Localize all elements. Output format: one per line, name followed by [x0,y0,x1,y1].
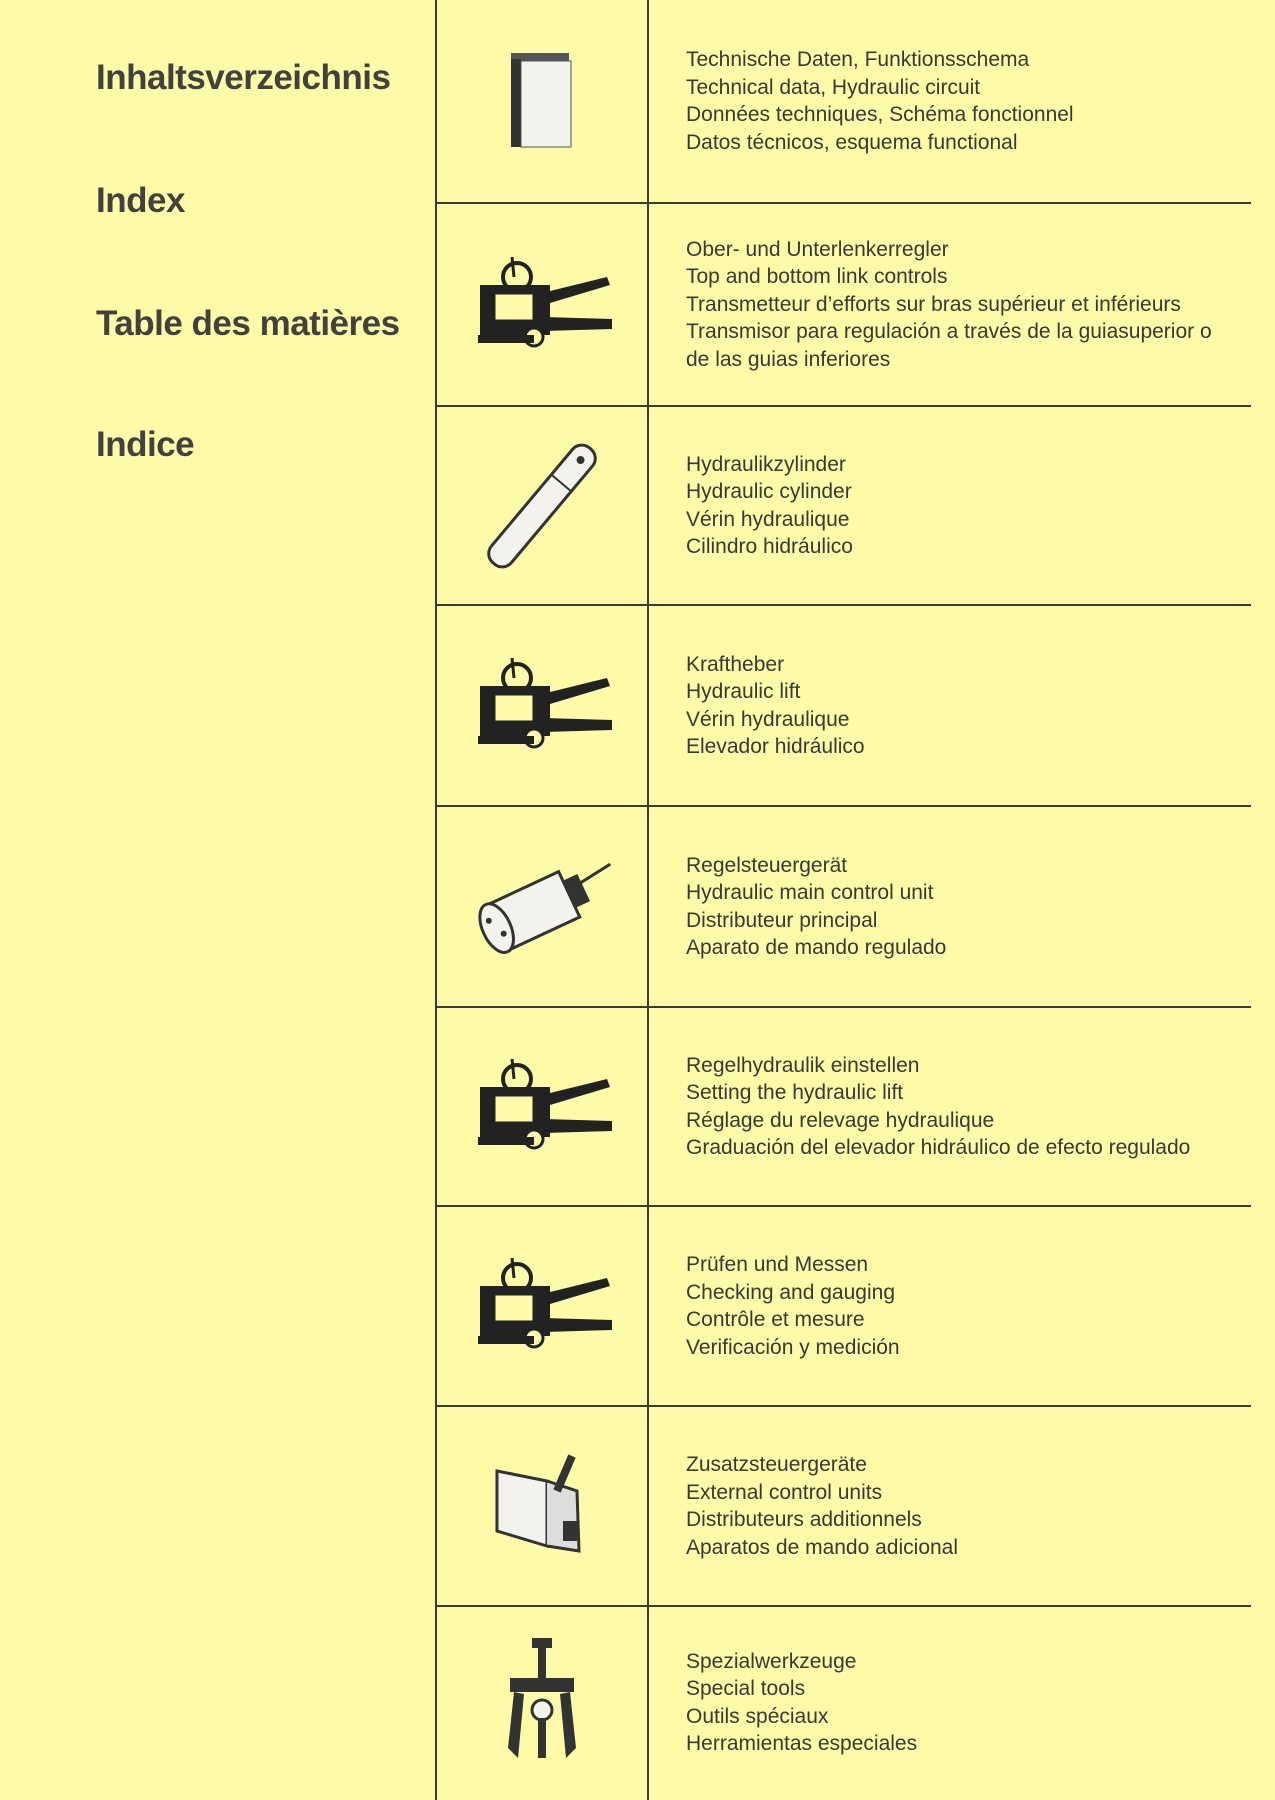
description-line: Graduación del elevador hidráulico de efecto regulado [686,1136,1191,1159]
description-line: Vérin hydraulique [686,507,850,531]
description-line: Datos técnicos, esquema functional [686,130,1018,154]
description-line: Kraftheber [686,652,785,676]
description-line: Hydraulikzylinder [686,452,846,476]
description-line: Distributeur principal [686,908,878,932]
row-description [648,407,1251,604]
description-line: Transmisor para regulación a través de la guiasuperior o [686,320,1212,344]
heading-indice: Indice [96,425,195,464]
contents-row [436,606,1251,807]
contents-row [436,1407,1251,1607]
description-line: Aparatos de mando adicional [686,1535,959,1559]
description-line: Checking and gauging [686,1280,895,1304]
heading-index: Index [96,181,185,220]
description-line: Technische Daten, Funktionsschema [686,48,1030,71]
description-line: External control units [686,1480,883,1504]
book-icon [436,0,648,202]
description-line: Herramientas especiales [686,1732,918,1755]
lift-mechanism-icon [436,1008,648,1205]
hydraulic-cylinder-icon [436,407,648,604]
description-line: Aparato de mando regulado [686,936,947,959]
row-description [648,807,1251,1006]
description-line: Verificación y medición [686,1335,900,1359]
description-line: Hydraulic cylinder [686,480,852,503]
lift-mechanism-icon [436,606,648,805]
description-line: Ober- und Unterlenkerregler [686,237,949,261]
description-line: Vérin hydraulique [686,707,850,731]
description-line: Données techniques, Schéma fonctionnel [686,103,1074,126]
description-line: Technical data, Hydraulic circuit [686,75,981,99]
row-description [648,606,1251,805]
description-line: Hydraulic main control unit [686,881,934,904]
contents-row [436,1207,1251,1407]
contents-row [436,407,1251,606]
row-description [648,1607,1251,1798]
contents-row [436,204,1251,407]
description-line: Distributeurs additionnels [686,1508,922,1531]
contents-row [436,1607,1251,1798]
description-line: Special tools [686,1677,806,1700]
description-line: Prüfen und Messen [686,1253,869,1276]
row-description [648,1207,1251,1405]
row-description [648,0,1251,202]
lift-mechanism-icon [436,204,648,405]
contents-row [436,807,1251,1008]
description-line: de las guias inferiores [686,347,891,371]
description-line: Regelhydraulik einstellen [686,1053,920,1077]
description-line: Elevador hidráulico [686,735,865,758]
description-line: Regelsteuergerät [686,853,848,877]
description-line: Contrôle et mesure [686,1308,865,1331]
lift-mechanism-icon [436,1207,648,1405]
description-line: Spezialwerkzeuge [686,1649,857,1673]
external-valve-icon [436,1407,648,1605]
description-line: Transmetteur d’efforts sur bras supérieur et inférieurs [686,292,1181,316]
description-line: Réglage du relevage hydraulique [686,1108,995,1132]
description-line: Hydraulic lift [686,680,801,703]
description-line: Setting the hydraulic lift [686,1081,904,1104]
description-line: Cilindro hidráulico [686,535,853,558]
control-unit-icon [436,807,648,1006]
description-line: Outils spéciaux [686,1704,829,1728]
puller-tool-icon [436,1607,648,1798]
row-description [648,1407,1251,1605]
contents-row [436,1008,1251,1207]
contents-row [436,0,1251,204]
description-line: Zusatzsteuergeräte [686,1453,867,1476]
description-line: Top and bottom link controls [686,265,948,289]
row-description [648,204,1251,405]
row-description [648,1008,1251,1205]
heading-table-des-matieres: Table des matières [96,304,400,343]
heading-inhaltsverzeichnis: Inhaltsverzeichnis [96,58,391,97]
